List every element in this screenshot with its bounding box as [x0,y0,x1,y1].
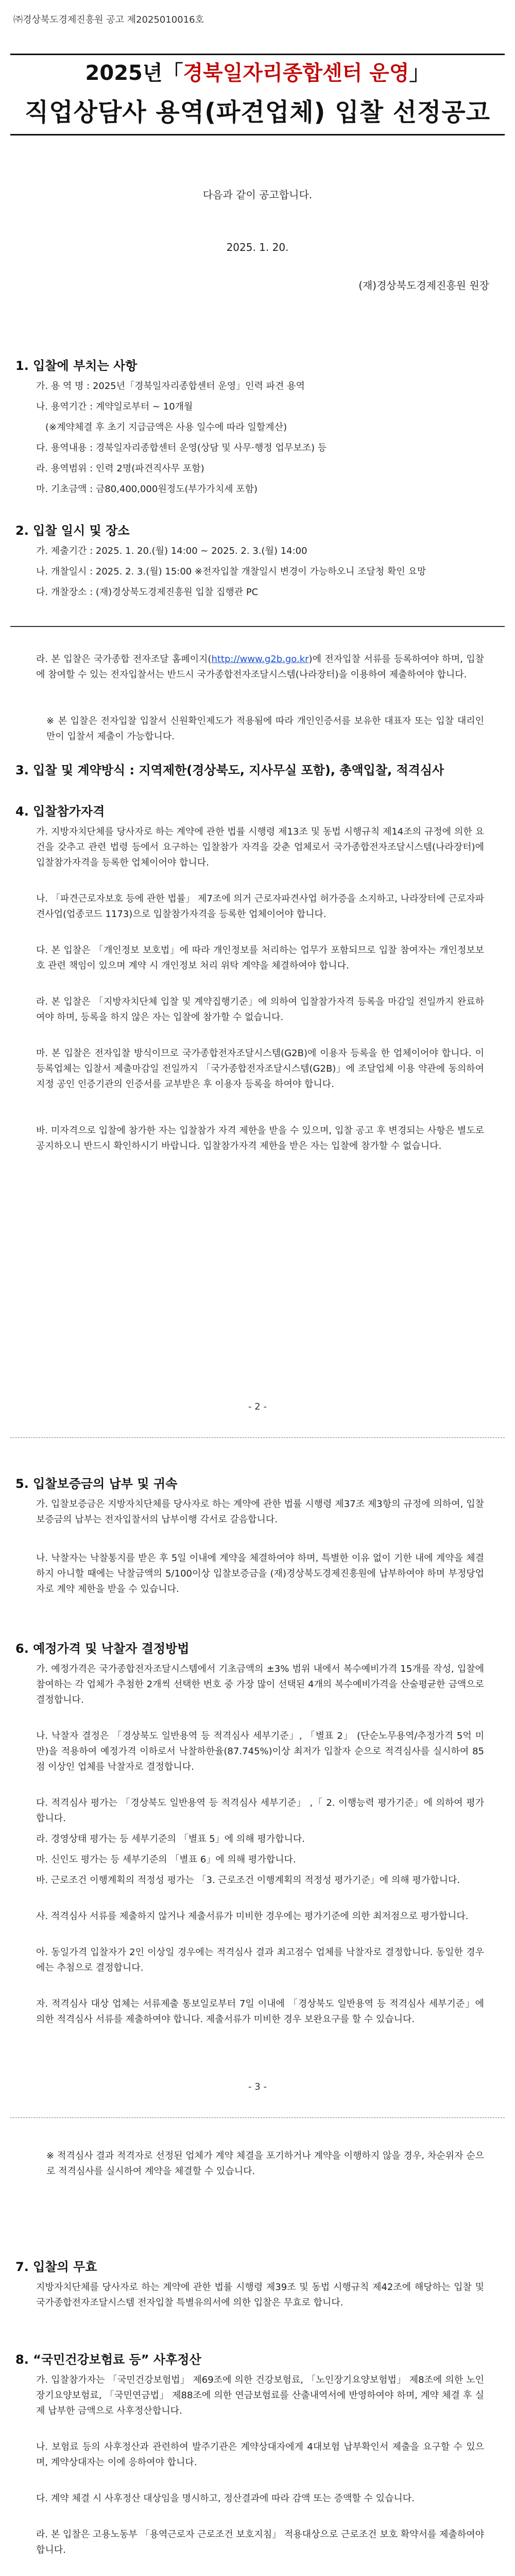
intro-text: 다음과 같이 공고합니다. [202,189,313,201]
section-6-para: 아. 동일가격 입찰자가 2인 이상일 경우에는 적격심사 결과 최고점수 업체를 낙찰자로 결정합니다. 동일한 경우에는 추첨으로 결정합니다. [36,1947,484,1973]
section-2-line: 가. 제출기간 : 2025. 1. 20.(월) 14:00 ~ 2025. 2. 3.(월) 14:00 [36,546,307,556]
page-number: - 3 - [248,2081,267,2092]
page-break [10,2117,505,2118]
title-line-1 [0,57,515,86]
section-6-note: ※ 적격심사 결과 적격자로 선정된 업체가 계약 체결을 포기하거나 계약을 이행하지 않을 경우, 차순위자 순으로 적격심사를 실시하여 계약을 체결할 수 있습니다. [46,2150,484,2177]
section-4-para: 나. 「파견근로자보호 등에 관한 법률」 제7조에 의거 근로자파견사업 허가증을 소지하고, 나라장터에 근로자파견사업(업종코드 1173)으로 입찰참가자격을 등록한 업체이어야 합니다. [36,893,484,920]
title-block [0,57,515,128]
section-5-para: 가. 입찰보증금은 지방자치단체를 당사자로 하는 계약에 관한 법률 시행령 제37조 제3항의 규정에 의하여, 입찰보증금의 납부는 전자입찰서의 납부이행 각서로 갈음합니다. [36,1499,484,1525]
section-6-para: 자. 적격심사 대상 업체는 서류제출 통보일로부터 7일 이내에 「경상북도 일반용역 등 적격심사 세부기준」에 의한 적격심사 서류를 제출하여야 합니다. 제출서류가 미비한 경우 보완요구를 할 수 있습니다. [36,1998,484,2025]
section-7-title: 7. 입찰의 무효 [15,2260,97,2274]
section-2-line: 나. 개찰일시 : 2025. 2. 3.(월) 15:00 ※전자입찰 개찰일시 변경이 가능하오니 조달청 확인 요망 [36,566,426,577]
page-break [10,1437,505,1438]
section-6-para: 나. 낙찰자 결정은 「경상북도 일반용역 등 적격심사 세부기준」, 「별표 2」 (단순노무용역/추정가격 5억 미만)을 적용하여 예정가격 이하로서 낙찰하한율(87.745%)이상 최저가 입찰자 순으로 적격심사를 실시하여 85점 이상인 업체를 낙찰자로 결정합니다. [36,1731,484,1772]
section-1-title: 1. 입찰에 부치는 사항 [15,359,138,373]
section-6-para: 바. 근로조건 이행계획의 적정성 평가는 「3. 근로조건 이행계획의 적정성 평가기준」에 의해 평가합니다. [36,1875,460,1886]
section-4-para: 마. 본 입찰은 전자입찰 방식이므로 국가종합전자조달시스템(G2B)에 이용자 등록을 한 업체이어야 합니다. 이 등록업체는 입찰서 제출마감일 전일까지 「국가종합전자조달시스템(G2B)」에 조달업체 이용 약관에 동의하여 지정 공인 인증기관의 인증서를 교부받은 후 이용자 등록을 하여야 합니다. [36,1048,484,1090]
section-1-line: 다. 용역내용 : 경북일자리종합센터 운영(상담 및 사무·행정 업무보조) 등 [36,443,327,453]
section-8-para: 나. 보험료 등의 사후정산과 관련하여 발주기관은 계약상대자에게 4대보험 납부확인서 제출을 요구할 수 있으며, 계약상대자는 이에 응하여야 합니다. [36,2442,484,2468]
notice-number: ㈜경상북도경제진흥원 공고 제2025010016호 [13,14,204,25]
section-1-line: 라. 용역범위 : 인력 2명(파견직사무 포함) [36,463,204,474]
section-6-para: 다. 적격심사 평가는 「경상북도 일반용역 등 적격심사 세부기준」 ,「 2. 이행능력 평가기준」에 의하여 평가합니다. [36,1798,484,1824]
section-4-para: 라. 본 입찰은 「지방자치단체 입찰 및 계약집행기준」에 의하여 입찰참가자격 등록을 마감일 전일까지 완료하여야 하며, 등록을 하지 않은 자는 입찰에 참가할 수 없습니다. [36,996,484,1023]
title-suffix: 」 [409,61,430,85]
title-prefix: 2025년「 [85,61,183,85]
section-6-para: 사. 적격심사 서류를 제출하지 않거나 제출서류가 미비한 경우에는 평가기준에 의한 최저점으로 평가합니다. [36,1911,469,1922]
section-4-title: 4. 입찰참가자격 [15,804,105,819]
section-2-line: 다. 개찰장소 : (재)경상북도경제진흥원 입찰 집행관 PC [36,587,259,598]
title-rule-top [10,54,505,55]
section-1-line: 나. 용역기간 : 계약일로부터 ~ 10개월 [36,401,193,412]
section-6-title: 6. 예정가격 및 낙찰자 결정방법 [15,1641,190,1656]
section-1-line: 마. 기초금액 : 금80,400,000원정도(부가가치세 포함) [36,484,258,495]
note-text: 라. 본 입찰은 국가종합 전자조달 홈페이지( [36,654,212,665]
section-8-para: 가. 입찰참가자는 「국민건강보험법」 제69조에 의한 건강보험료, 「노인장기요양보험법」 제8조에 의한 노인장기요양보험료, 「국민연금법」 제88조에 의한 연금보험료를 산출내역서에 반영하여야 하며, 계약 체결 후 실제 납부한 금액으로 사후정산합니다. [36,2375,484,2416]
title-line-2: 직업상담사 용역(파견업체) 입찰 선정공고 [24,98,491,127]
section-8-para: 다. 계약 체결 시 사후정산 대상임을 명시하고, 정산결과에 따라 감액 또는 증액할 수 있습니다. [36,2493,415,2504]
section-1-line: (※계약체결 후 초기 지급금액은 사용 일수에 따라 일할계산) [45,422,287,433]
section-6-para: 가. 예정가격은 국가종합전자조달시스템에서 기초금액의 ±3% 범위 내에서 복수예비가격 15개를 작성, 입찰에 참여하는 각 업체가 추첨한 2개씩 선택한 번호 중 가장 많이 선택된 4개의 복수예비가격을 산술평균한 금액으로 결정합니다. [36,1664,484,1705]
section-4-para: 다. 본 입찰은 「개인정보 보호법」에 따라 개인정보를 처리하는 업무가 포함되므로 입찰 참여자는 개인정보보호 관련 책임이 있으며 계약 시 개인정보 처리 위탁 계약을 체결하여야 합니다. [36,945,484,971]
page-number: - 2 - [248,1401,267,1412]
section-6-para: 마. 신인도 평가는 등 세부기준의 「별표 6」에 의해 평가합니다. [36,1854,296,1865]
g2b-link[interactable]: http://www.g2b.go.kr [211,654,309,665]
title-rule-bottom [10,134,505,135]
note-text: )에 전자입찰 서류를 등록하여야 하며, 입찰에 참여할 수 있는 전자입찰서는 반드시 국가종합전자조달시스템(나라장터)을 이용하여 제출하여야 합니다. [36,654,485,680]
section-8-title: 8. “국민건강보험료 등” 사후정산 [15,2352,201,2367]
section-2-note [36,652,484,683]
section-8-para: 라. 본 입찰은 고용노동부 「용역근로자 근로조건 보호지침」 적용대상으로 근로조건 보호 확약서를 제출하여야 합니다. [36,2529,484,2555]
section-3-title: 3. 입찰 및 계약방식 : 지역제한(경상북도, 지사무실 포함), 총액입찰, 적격심사 [15,763,444,777]
section-5-para: 나. 낙찰자는 낙찰통지를 받은 후 5일 이내에 계약을 체결하여야 하며, 특별한 이유 없이 기한 내에 계약을 체결하지 아니할 때에는 낙찰금액의 5/100이상 입찰보증금을 (재)경상북도경제진흥원에 납부하여야 하며 부정당업자로 계약 제한을 받을 수 있습니다. [36,1553,484,1595]
section-6-para: 라. 경영상태 평가는 등 세부기준의 「별표 5」에 의해 평가합니다. [36,1834,305,1844]
section-4-para: 가. 지방자치단체를 당사자로 하는 계약에 관한 법률 시행령 제13조 및 동법 시행규칙 제14조의 규정에 의한 요건을 갖추고 관련 법령 등에서 요구하는 입찰참가 자격을 갖춘 업체로서 국가종합전자조달시스템(나라장터)에 입찰참가자격을 등록한 업체이어야 합니다. [36,826,484,868]
section-divider [10,626,505,627]
section-1-line: 가. 용 역 명 : 2025년「경북일자리종합센터 운영」인력 파견 용역 [36,381,305,392]
section-4-para: 바. 미자격으로 입찰에 참가한 자는 입찰참가 자격 제한을 받을 수 있으며, 입찰 공고 후 변경되는 사항은 별도로 공지하오니 반드시 확인하시기 바랍니다. 입찰참가자격 제한을 받은 자는 입찰에 참가할 수 없습니다. [36,1125,484,1151]
intro-date: 2025. 1. 20. [226,241,289,253]
intro-signer: (재)경상북도경제진흥원 원장 [358,279,489,292]
section-2-title: 2. 입찰 일시 및 장소 [15,523,130,538]
section-5-title: 5. 입찰보증금의 납부 및 귀속 [15,1477,178,1491]
section-2-warning: ※ 본 입찰은 전자입찰 입찰서 신원확인제도가 적용됨에 따라 개인인증서를 보유한 대표자 또는 입찰 대리인만이 입찰서 제출이 가능합니다. [46,716,484,742]
title-highlight: 경북일자리종합센터 운영 [183,61,409,85]
section-7-para: 지방자치단체를 당사자로 하는 계약에 관한 법률 시행령 제39조 및 동법 시행규칙 제42조에 해당하는 입찰 및 국가종합전자조달시스템 전자입찰 특별유의서에 의한 입찰은 무효로 합니다. [36,2282,484,2308]
